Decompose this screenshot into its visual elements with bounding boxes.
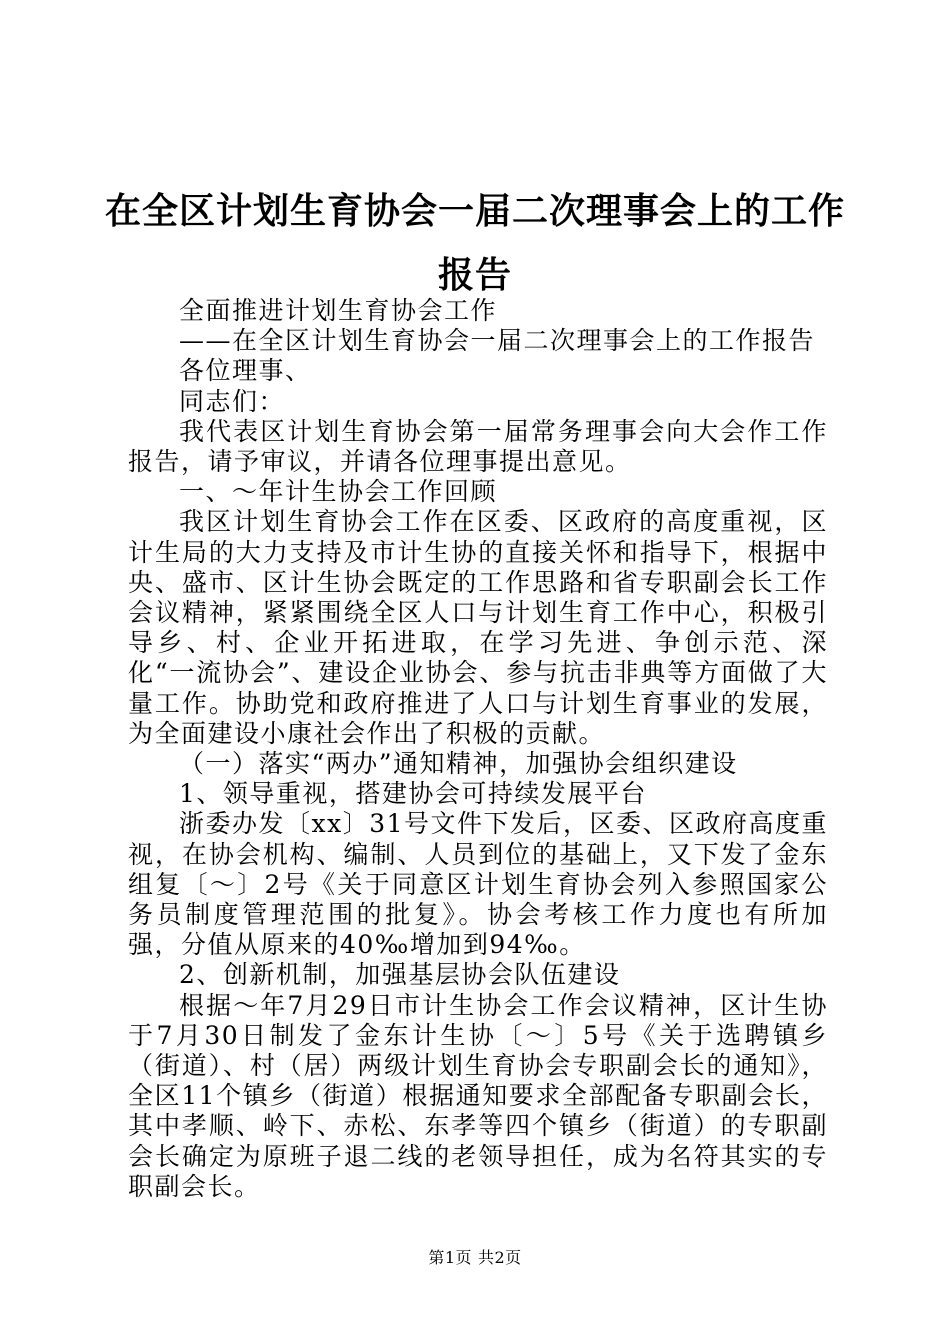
subtitle-dash-paragraph: ——在全区计划生育协会一届二次理事会上的工作报告 (179, 326, 816, 356)
salutation-paragraph: 各位理事、 (179, 356, 312, 386)
item-heading: 1、领导重视，搭建协会可持续发展平台 (179, 779, 647, 809)
body-paragraph: 我区计划生育协会工作在区委、区政府的高度重视，区计生局的大力支持及市计生协的直接关怀和指导下，根据中央、盛市、区计生协会既定的工作思路和省专职副会长工作会议精神，紧紧围绕全区人口与计划生育工作中心，积极引导乡、村、企业开拓进取，在学习先进、争创示范、深化“一流协会”、建设企业协会、参与抗击非典等方面做了大量工作。协助党和政府推进了人口与计划生育事业的发展，为全面建设小康社会作出了积极的贡献。 (128, 507, 828, 748)
body-paragraph: 根据～年7月29日市计生协会工作会议精神，区计生协于7月30日制发了金东计生协〔～〕5号《关于选聘镇乡（街道）、村（居）两级计划生育协会专职副会长的通知》，全区11个镇乡（街道）根据通知要求全部配备专职副会长，其中孝顺、岭下、赤松、东孝等四个镇乡（街道）的专职副会长确定为原班子退二线的老领导担任，成为名符其实的专职副会长。 (128, 990, 828, 1201)
section-heading: 一、～年计生协会工作回顾 (179, 477, 498, 507)
subsection-heading: （一）落实“两办”通知精神，加强协会组织建设 (179, 749, 738, 779)
document-title: 在全区计划生育协会一届二次理事会上的工作报告 (104, 191, 845, 296)
item-heading: 2、创新机制，加强基层协会队伍建设 (179, 960, 621, 990)
page-number: 第1页 (428, 1248, 472, 1267)
page-footer (0, 1245, 950, 1268)
salutation-paragraph: 同志们： (179, 386, 286, 416)
page-total: 共2页 (478, 1248, 522, 1267)
subtitle-paragraph: 全面推进计划生育协会工作 (179, 296, 498, 325)
document-body (128, 296, 828, 1202)
body-paragraph: 浙委办发〔xx〕31号文件下发后，区委、区政府高度重视，在协会机构、编制、人员到位的基础上，又下发了金东组复〔～〕2号《关于同意区计划生育协会列入参照国家公务员制度管理范围的批复》。协会考核工作力度也有所加强，分值从原来的40‰增加到94‰。 (128, 809, 829, 960)
body-paragraph: 我代表区计划生育协会第一届常务理事会向大会作工作报告，请予审议，并请各位理事提出意见。 (128, 416, 828, 477)
